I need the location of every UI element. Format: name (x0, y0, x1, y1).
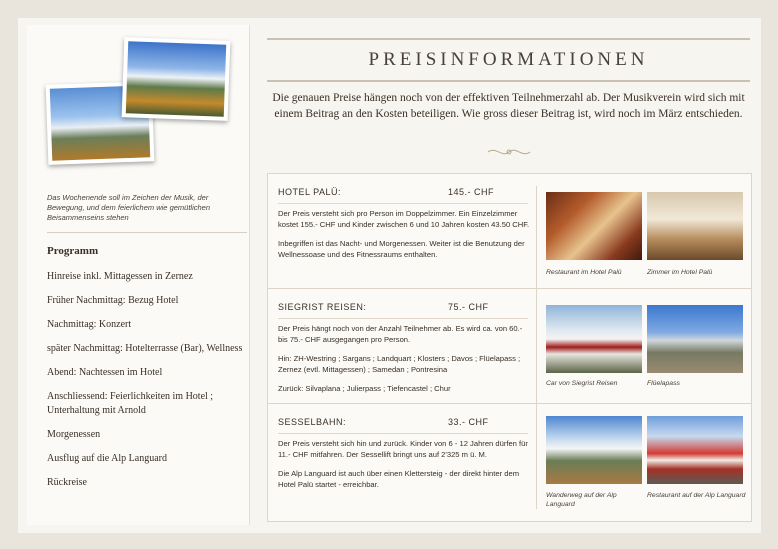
mountain-photo-2 (122, 37, 231, 121)
price-name: HOTEL PALÜ: (278, 187, 342, 197)
price-paragraph: Der Preis versteht sich pro Person im Doppelzimmer. Ein Einzelzimmer kostet 155.- CHF und Kinder zwischen 6 und 10 Jahren kosten 43.50 CHF. (278, 209, 530, 230)
price-paragraph: Zurück: Silvaplana ; Julierpass ; Tiefencastel ; Chur (278, 383, 451, 393)
price-value: 145.- CHF (448, 187, 495, 197)
program-item: Abend: Nachtessen im Hotel (47, 367, 163, 378)
hiking-trail-photo (546, 416, 642, 484)
price-section-hotel (268, 174, 751, 287)
price-paragraph: Der Preis hängt noch von der Anzahl Teilnehmer ab. Es wird ca. von 60.- bis 75.- CHF ausgegangen pro Person. (278, 324, 523, 345)
photo-caption: Car von Siegrist Reisen (546, 380, 618, 387)
price-value: 33.- CHF (448, 417, 489, 427)
alp-restaurant-photo (647, 416, 743, 484)
sidebar-intro: Das Wochenende soll im Zeichen der Musik, der Bewegung, und dem feierlichem wie gemütlichen Beisammenseins stehen (47, 193, 211, 222)
title-top-rule (267, 38, 750, 40)
program-item: Rückreise (47, 477, 87, 488)
price-paragraph: Der Preis versteht sich hin und zurück. Kinder von 6 - 12 Jahren dürfen für 11.- CHF mitfahren. Der Sessellift bringt uns auf 2'325 m ü. M. (278, 439, 528, 460)
photo-caption: Flüelapass (647, 380, 680, 387)
price-section-bus (268, 288, 751, 403)
page-title: PREISINFORMATIONEN (368, 49, 649, 70)
photo-caption: Wanderweg auf der Alp Languard (546, 492, 617, 508)
price-name: SESSELBAHN: (278, 417, 347, 427)
price-description (278, 323, 530, 401)
price-paragraph: Hin: ZH-Westring ; Sargans ; Landquart ; Klosters ; Davos ; Flüelapass ; Zernez (evtl. Mittagessen) ; Samedan ; Pontresina (278, 353, 521, 375)
price-description (278, 438, 530, 498)
pass-photo (647, 305, 743, 373)
program-item: Morgenessen (47, 429, 101, 440)
program-title: Programm (47, 245, 99, 257)
photo-caption: Restaurant auf der Alp Languard (647, 492, 746, 499)
photo-caption: Zimmer im Hotel Palü (647, 269, 713, 276)
price-value: 75.- CHF (448, 302, 489, 312)
program-list (47, 270, 243, 500)
program-item: Ausflug auf die Alp Languard (47, 453, 167, 464)
header-rule (278, 318, 528, 319)
price-paragraph: Die Alp Languard ist auch über einen Klettersteig - der direkt hinter dem Hotel Palü startet - erreichbar. (278, 468, 520, 490)
title-bottom-rule (267, 80, 750, 82)
restaurant-hotel-photo (546, 192, 642, 260)
price-header (278, 302, 489, 312)
price-header (278, 187, 495, 197)
sidebar (27, 25, 250, 525)
program-item: Hinreise inkl. Mittagessen in Zernez (47, 271, 193, 282)
price-name: SIEGRIST REISEN: (278, 302, 367, 312)
program-item: Anschliessend: Feierlichkeiten im Hotel ; Unterhaltung mit Arnold (47, 391, 214, 416)
price-section-chairlift (268, 403, 751, 522)
room-hotel-photo (647, 192, 743, 260)
program-item: Früher Nachmittag: Bezug Hotel (47, 295, 179, 306)
price-paragraph: Inbegriffen ist das Nacht- und Morgenessen. Weiter ist die Benutzung der Wellnessoase und des Fitnessraums enthalten. (278, 238, 525, 260)
price-panel (267, 173, 752, 522)
price-header (278, 417, 489, 427)
bus-photo (546, 305, 642, 373)
program-item: später Nachmittag: Hotelterrasse (Bar), Wellness (47, 343, 243, 354)
price-description (278, 208, 530, 268)
program-item: Nachmittag: Konzert (47, 319, 132, 330)
lead-text: Die genauen Preise hängen noch von der effektiven Teilnehmerzahl ab. Der Musikverein wird sich mit einem Beitrag an den Kosten beteiligen. Wie gross dieser Beitrag ist, wird noch im März entschieden. (272, 92, 745, 120)
photo-caption: Restaurant im Hotel Palü (546, 269, 622, 276)
header-rule (278, 433, 528, 434)
header-rule (278, 203, 528, 204)
sidebar-divider (47, 232, 247, 233)
flourish-ornament (486, 145, 532, 159)
